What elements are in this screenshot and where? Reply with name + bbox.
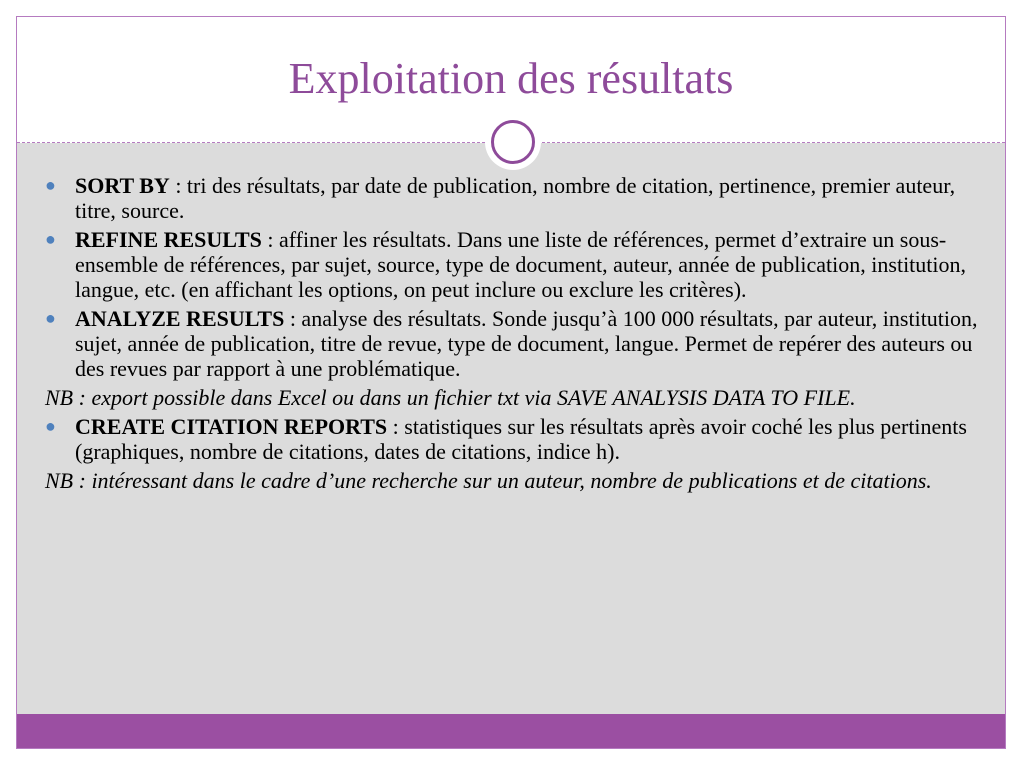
bullet-icon: ● <box>45 229 56 249</box>
list-item-term: SORT BY <box>75 173 170 198</box>
list-item-term: ANALYZE RESULTS <box>75 306 285 331</box>
list-item-text: : affiner les résultats. Dans une liste de références, permet d’extraire un sous-ensemble de références, par sujet, source, type de document, auteur, année de publication, institution, langue, etc. (en affichant les options, on peut inclure ou exclure les critères). <box>75 227 967 302</box>
circle-ornament-icon <box>485 114 541 170</box>
list-item-refine-results <box>45 227 985 302</box>
list-item-sort-by <box>45 173 985 223</box>
list-item-text: : analyse des résultats. Sonde jusqu’à 100 000 résultats, par auteur, institution, sujet, année de publication, titre de revue, type de document, langue. Permet de repérer des auteurs ou des revues par rapport à une problématique. <box>75 306 978 381</box>
list-item-text: : tri des résultats, par date de publication, nombre de citation, pertinence, premier auteur, titre, source. <box>75 173 956 223</box>
slide-content <box>45 173 985 497</box>
list-item-term: REFINE RESULTS <box>75 227 262 252</box>
ring-icon <box>491 120 535 164</box>
note-export: NB : export possible dans Excel ou dans un fichier txt via SAVE ANALYSIS DATA TO FILE. <box>45 385 856 410</box>
bullet-icon: ● <box>45 175 56 195</box>
list-item-analyze-results <box>45 306 985 381</box>
bullet-icon: ● <box>45 308 56 328</box>
list-item-create-citation-reports <box>45 414 985 464</box>
list-item-term: CREATE CITATION REPORTS <box>75 414 388 439</box>
list-item-text: : statistiques sur les résultats après avoir coché les plus pertinents (graphiques, nombre de citations, dates de citations, indice h). <box>75 414 967 464</box>
footer-bar <box>17 714 1005 748</box>
slide-frame <box>16 16 1006 749</box>
bullet-icon: ● <box>45 416 56 436</box>
note-author-search: NB : intéressant dans le cadre d’une recherche sur un auteur, nombre de publications et de citations. <box>45 468 932 493</box>
slide-title: Exploitation des résultats <box>288 54 734 103</box>
